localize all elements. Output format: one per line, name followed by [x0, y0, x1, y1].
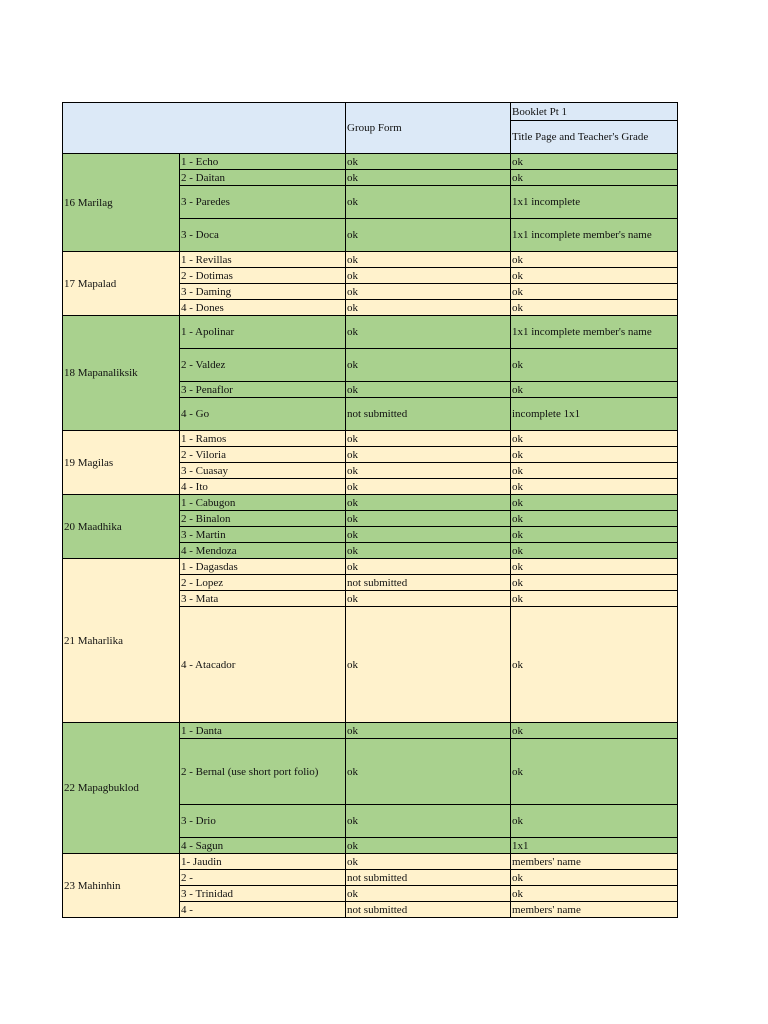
group-form-cell: ok — [346, 805, 511, 838]
member-cell: 1 - Ramos — [180, 431, 346, 447]
group-form-cell: ok — [346, 838, 511, 854]
group-name-cell: 21 Maharlika — [63, 559, 180, 723]
group-form-cell: ok — [346, 219, 511, 252]
member-cell: 2 - Bernal (use short port folio) — [180, 739, 346, 805]
member-cell: 1 - Cabugon — [180, 495, 346, 511]
member-cell: 1 - Revillas — [180, 252, 346, 268]
group-form-cell: ok — [346, 154, 511, 170]
booklet-cell: ok — [511, 431, 678, 447]
member-cell: 2 - Dotimas — [180, 268, 346, 284]
member-cell: 4 - Atacador — [180, 607, 346, 723]
header-blank-cell — [63, 103, 346, 154]
booklet-cell: ok — [511, 739, 678, 805]
group-form-cell: ok — [346, 431, 511, 447]
booklet-cell: ok — [511, 607, 678, 723]
booklet-cell: members' name — [511, 902, 678, 918]
member-cell: 2 - Viloria — [180, 447, 346, 463]
group-name-cell: 16 Marilag — [63, 154, 180, 252]
member-cell: 3 - Drio — [180, 805, 346, 838]
member-cell: 2 - Daitan — [180, 170, 346, 186]
booklet-cell: 1x1 incomplete member's name — [511, 219, 678, 252]
booklet-cell: ok — [511, 479, 678, 495]
table-row — [63, 316, 678, 349]
member-cell: 1 - Apolinar — [180, 316, 346, 349]
booklet-cell: ok — [511, 559, 678, 575]
booklet-cell: ok — [511, 268, 678, 284]
booklet-cell: 1x1 incomplete — [511, 186, 678, 219]
booklet-cell: ok — [511, 805, 678, 838]
table-row — [63, 854, 678, 870]
booklet-cell: ok — [511, 591, 678, 607]
member-cell: 3 - Martin — [180, 527, 346, 543]
group-form-cell: ok — [346, 268, 511, 284]
member-cell: 4 - Mendoza — [180, 543, 346, 559]
booklet-cell: ok — [511, 463, 678, 479]
member-cell: 1 - Danta — [180, 723, 346, 739]
group-form-cell: ok — [346, 854, 511, 870]
group-form-cell: not submitted — [346, 575, 511, 591]
group-name-cell: 23 Mahinhin — [63, 854, 180, 918]
member-cell: 3 - Daming — [180, 284, 346, 300]
member-cell: 4 - Go — [180, 398, 346, 431]
booklet-cell: ok — [511, 495, 678, 511]
booklet-cell: ok — [511, 575, 678, 591]
member-cell: 1- Jaudin — [180, 854, 346, 870]
group-form-cell: ok — [346, 170, 511, 186]
member-cell: 3 - Trinidad — [180, 886, 346, 902]
booklet-cell: 1x1 — [511, 838, 678, 854]
booklet-cell: ok — [511, 886, 678, 902]
grades-table — [62, 102, 678, 918]
group-form-cell: ok — [346, 284, 511, 300]
group-form-cell: ok — [346, 463, 511, 479]
group-form-cell: ok — [346, 300, 511, 316]
group-form-cell: ok — [346, 886, 511, 902]
header-group-form: Group Form — [346, 103, 511, 154]
member-cell: 3 - Mata — [180, 591, 346, 607]
group-form-cell: ok — [346, 479, 511, 495]
member-cell: 4 - — [180, 902, 346, 918]
group-form-cell: ok — [346, 252, 511, 268]
group-form-cell: not submitted — [346, 870, 511, 886]
group-form-cell: ok — [346, 723, 511, 739]
member-cell: 4 - Dones — [180, 300, 346, 316]
booklet-cell: ok — [511, 154, 678, 170]
booklet-cell: ok — [511, 300, 678, 316]
group-form-cell: not submitted — [346, 902, 511, 918]
member-cell: 1 - Echo — [180, 154, 346, 170]
header-row-1 — [63, 103, 678, 121]
group-form-cell: ok — [346, 527, 511, 543]
booklet-cell: ok — [511, 870, 678, 886]
group-form-cell: ok — [346, 316, 511, 349]
group-form-cell: ok — [346, 447, 511, 463]
table-row — [63, 495, 678, 511]
group-form-cell: ok — [346, 186, 511, 219]
booklet-cell: ok — [511, 543, 678, 559]
group-name-cell: 19 Magilas — [63, 431, 180, 495]
booklet-cell: ok — [511, 349, 678, 382]
booklet-cell: ok — [511, 527, 678, 543]
group-form-cell: ok — [346, 739, 511, 805]
member-cell: 3 - Penaflor — [180, 382, 346, 398]
group-name-cell: 20 Maadhika — [63, 495, 180, 559]
booklet-cell: ok — [511, 284, 678, 300]
group-name-cell: 17 Mapalad — [63, 252, 180, 316]
header-booklet: Booklet Pt 1 — [511, 103, 678, 121]
group-name-cell: 18 Mapanaliksik — [63, 316, 180, 431]
table-row — [63, 431, 678, 447]
member-cell: 2 - Valdez — [180, 349, 346, 382]
member-cell: 2 - Lopez — [180, 575, 346, 591]
table-row — [63, 252, 678, 268]
booklet-cell: members' name — [511, 854, 678, 870]
group-form-cell: ok — [346, 607, 511, 723]
booklet-cell: ok — [511, 382, 678, 398]
booklet-cell: ok — [511, 447, 678, 463]
table-row — [63, 723, 678, 739]
member-cell: 3 - Doca — [180, 219, 346, 252]
table-body — [63, 103, 678, 918]
booklet-cell: ok — [511, 170, 678, 186]
member-cell: 3 - Paredes — [180, 186, 346, 219]
booklet-cell: 1x1 incomplete member's name — [511, 316, 678, 349]
group-form-cell: ok — [346, 591, 511, 607]
table-row — [63, 559, 678, 575]
member-cell: 4 - Sagun — [180, 838, 346, 854]
group-form-cell: ok — [346, 349, 511, 382]
header-title-page: Title Page and Teacher's Grade — [511, 121, 678, 154]
member-cell: 3 - Cuasay — [180, 463, 346, 479]
group-form-cell: not submitted — [346, 398, 511, 431]
member-cell: 4 - Ito — [180, 479, 346, 495]
group-name-cell: 22 Mapagbuklod — [63, 723, 180, 854]
member-cell: 2 - — [180, 870, 346, 886]
group-form-cell: ok — [346, 511, 511, 527]
table-row — [63, 154, 678, 170]
group-form-cell: ok — [346, 559, 511, 575]
booklet-cell: incomplete 1x1 — [511, 398, 678, 431]
booklet-cell: ok — [511, 723, 678, 739]
group-form-cell: ok — [346, 543, 511, 559]
member-cell: 2 - Binalon — [180, 511, 346, 527]
group-form-cell: ok — [346, 495, 511, 511]
member-cell: 1 - Dagasdas — [180, 559, 346, 575]
booklet-cell: ok — [511, 511, 678, 527]
booklet-cell: ok — [511, 252, 678, 268]
group-form-cell: ok — [346, 382, 511, 398]
